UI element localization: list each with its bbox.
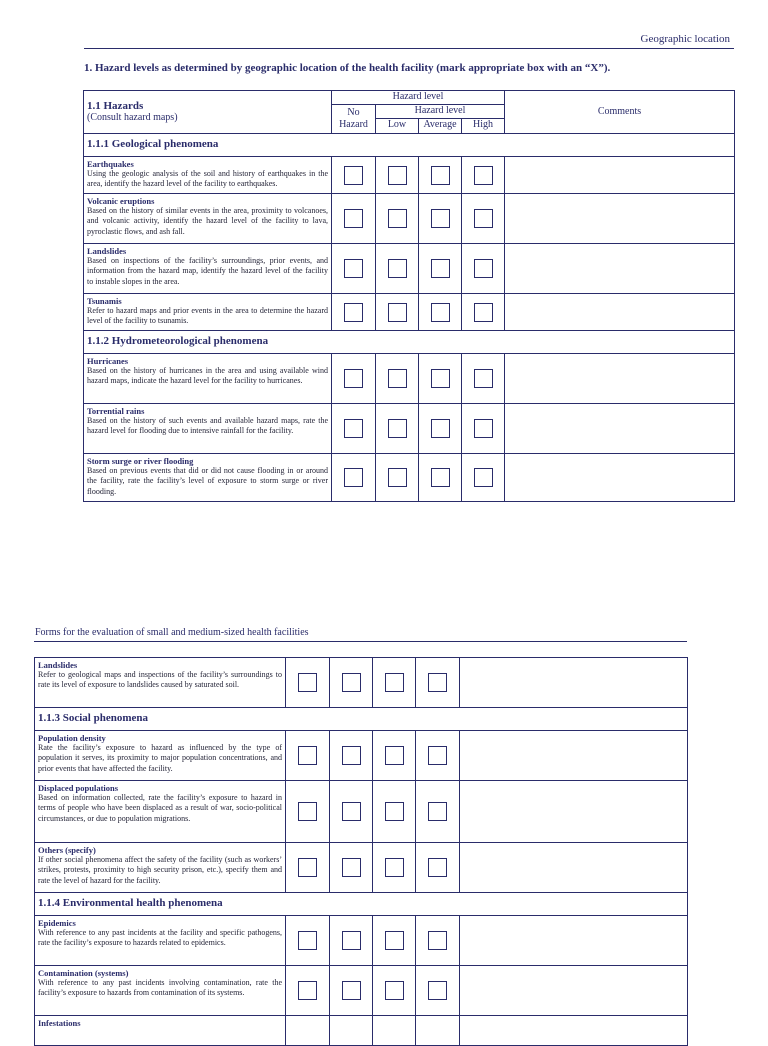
comments-field[interactable] — [505, 194, 735, 244]
low-checkbox[interactable] — [342, 981, 361, 1000]
high-checkbox[interactable] — [428, 858, 447, 877]
average-checkbox[interactable] — [431, 468, 450, 487]
item-title: Population density — [38, 733, 106, 743]
table-row — [35, 1016, 688, 1046]
header-divider — [84, 48, 734, 49]
category-environmental: 1.1.4 Environmental health phenomena — [35, 893, 688, 916]
average-checkbox[interactable] — [385, 673, 404, 692]
high-checkbox[interactable] — [474, 303, 493, 322]
high-checkbox[interactable] — [474, 468, 493, 487]
item-title: Epidemics — [38, 918, 76, 928]
average-checkbox[interactable] — [385, 981, 404, 1000]
average-checkbox[interactable] — [431, 419, 450, 438]
hazards-subtitle: (Consult hazard maps) — [87, 112, 178, 123]
table-row — [35, 966, 688, 1016]
comments-field[interactable] — [460, 1016, 688, 1046]
comments-field[interactable] — [460, 843, 688, 893]
item-title: Hurricanes — [87, 356, 129, 366]
category-geological: 1.1.1 Geological phenomena — [84, 134, 735, 157]
footer-divider — [34, 641, 687, 642]
table-row — [84, 157, 735, 194]
no-hazard-checkbox[interactable] — [344, 259, 363, 278]
table-row — [84, 294, 735, 331]
table-row — [35, 781, 688, 843]
high-checkbox[interactable] — [428, 931, 447, 950]
no-hazard-checkbox[interactable] — [344, 369, 363, 388]
comments-field[interactable] — [460, 916, 688, 966]
item-description: With reference to any past incidents at the facility and specific pathogens, rate the facility’s exposure to hazards related to epidemics. — [38, 928, 282, 948]
low-checkbox[interactable] — [388, 259, 407, 278]
hazards-header-cell — [84, 91, 332, 134]
no-hazard-checkbox[interactable] — [344, 166, 363, 185]
table-row — [84, 194, 735, 244]
low-checkbox[interactable] — [342, 746, 361, 765]
comments-field[interactable] — [460, 966, 688, 1016]
high-checkbox[interactable] — [474, 419, 493, 438]
table-row — [35, 916, 688, 966]
item-description: Based on the history of similar events in the area, proximity to volcanoes, and volcanic activity, identify the hazard level of the facility to lava, pyroclastic flows, and ash fall. — [87, 206, 328, 236]
item-title: Earthquakes — [87, 159, 134, 169]
item-description: Based on information collected, rate the facility’s exposure to hazard in terms of people who have been displaced as a result of war, socio-political circumstances, or due to population migrations. — [38, 793, 282, 823]
comments-field[interactable] — [505, 244, 735, 294]
item-title: Volcanic eruptions — [87, 196, 155, 206]
no-hazard-checkbox[interactable] — [298, 981, 317, 1000]
table-row — [84, 244, 735, 294]
low-checkbox[interactable] — [342, 802, 361, 821]
running-footer: Forms for the evaluation of small and medium-sized health facilities — [35, 627, 309, 638]
item-title: Contamination (systems) — [38, 968, 129, 978]
comments-field[interactable] — [460, 658, 688, 708]
category-social: 1.1.3 Social phenomena — [35, 708, 688, 731]
table-row — [35, 658, 688, 708]
hazard-level-header: Hazard level — [332, 91, 505, 105]
high-checkbox[interactable] — [474, 369, 493, 388]
no-hazard-checkbox[interactable] — [344, 209, 363, 228]
comments-field[interactable] — [505, 354, 735, 404]
section-title: 1. Hazard levels as determined by geographic location of the health facility (mark appropriate box with an “X”). — [84, 62, 611, 74]
no-hazard-checkbox[interactable] — [344, 419, 363, 438]
item-title: Torrential rains — [87, 406, 145, 416]
low-checkbox[interactable] — [388, 303, 407, 322]
hazard-table-page1 — [83, 90, 735, 502]
average-header: Average — [419, 119, 462, 134]
item-title: Storm surge or river flooding — [87, 456, 194, 466]
hazard-table-page2 — [34, 657, 688, 1046]
high-checkbox[interactable] — [428, 746, 447, 765]
comments-field[interactable] — [505, 157, 735, 194]
table-row — [35, 731, 688, 781]
high-checkbox[interactable] — [428, 981, 447, 1000]
comments-field[interactable] — [460, 731, 688, 781]
low-checkbox[interactable] — [388, 166, 407, 185]
high-checkbox[interactable] — [428, 802, 447, 821]
item-description: With reference to any past incidents involving contamination, rate the facility’s exposure to hazards from contamination of its systems. — [38, 978, 282, 998]
average-checkbox[interactable] — [431, 166, 450, 185]
item-description: Refer to geological maps and inspections of the facility’s surroundings to rate its level of exposure to landslides caused by saturated soil. — [38, 670, 282, 690]
comments-header: Comments — [505, 91, 735, 134]
item-title: Others (specify) — [38, 845, 96, 855]
average-checkbox[interactable] — [385, 802, 404, 821]
low-checkbox[interactable] — [388, 369, 407, 388]
no-hazard-checkbox[interactable] — [344, 303, 363, 322]
item-title: Landslides — [38, 660, 78, 670]
no-hazard-line2: Hazard — [339, 119, 368, 130]
item-description: Rate the facility’s exposure to hazard as influenced by the type of population it serves, its proximity to major population concentrations, and prior events that have affected the facility. — [38, 743, 282, 773]
comments-field[interactable] — [460, 781, 688, 843]
low-checkbox[interactable] — [342, 931, 361, 950]
high-header: High — [462, 119, 505, 134]
low-checkbox[interactable] — [388, 419, 407, 438]
low-checkbox[interactable] — [342, 858, 361, 877]
running-header: Geographic location — [640, 33, 730, 45]
table-row — [84, 354, 735, 404]
average-checkbox[interactable] — [431, 209, 450, 228]
no-hazard-checkbox[interactable] — [298, 858, 317, 877]
average-checkbox[interactable] — [431, 303, 450, 322]
average-checkbox[interactable] — [431, 369, 450, 388]
low-header: Low — [376, 119, 419, 134]
no-hazard-checkbox[interactable] — [298, 746, 317, 765]
table-row — [84, 454, 735, 502]
no-hazard-checkbox[interactable] — [298, 931, 317, 950]
average-checkbox[interactable] — [385, 746, 404, 765]
no-hazard-header — [332, 105, 376, 134]
table-row — [35, 843, 688, 893]
high-checkbox[interactable] — [428, 673, 447, 692]
item-title: Landslides — [87, 246, 127, 256]
low-checkbox[interactable] — [342, 673, 361, 692]
comments-field[interactable] — [505, 454, 735, 502]
item-title: Tsunamis — [87, 296, 122, 306]
no-hazard-checkbox[interactable] — [344, 468, 363, 487]
item-description: Refer to hazard maps and prior events in the area to determine the hazard level of the facility to tsunamis. — [87, 306, 328, 326]
item-description: Based on the history of such events and available hazard maps, rate the hazard level for flooding due to intensive rainfall for the facility. — [87, 416, 328, 436]
item-description: Based on the history of hurricanes in the area and using available wind hazard maps, indicate the hazard level for the facility to hurricanes. — [87, 366, 328, 386]
average-checkbox[interactable] — [385, 858, 404, 877]
item-title: Infestations — [38, 1018, 81, 1028]
hazards-title: 1.1 Hazards — [87, 100, 144, 112]
category-hydrometeorological: 1.1.2 Hydrometeorological phenomena — [84, 331, 735, 354]
average-checkbox[interactable] — [385, 931, 404, 950]
comments-field[interactable] — [505, 294, 735, 331]
high-checkbox[interactable] — [474, 209, 493, 228]
item-description: If other social phenomena affect the safety of the facility (such as workers’ strikes, protests, proximity to high security prison, etc.), specify them and rate the level of hazard for the facility. — [38, 855, 282, 885]
item-title: Displaced populations — [38, 783, 119, 793]
item-description: Using the geologic analysis of the soil and history of earthquakes in the area, identify the hazard level of the facility to earthquakes. — [87, 169, 328, 189]
hazard-level-subheader: Hazard level — [376, 105, 505, 119]
high-checkbox[interactable] — [474, 166, 493, 185]
high-checkbox[interactable] — [474, 259, 493, 278]
no-hazard-checkbox[interactable] — [298, 802, 317, 821]
item-description: Based on inspections of the facility’s surroundings, prior events, and information from the hazard map, identify the hazard level of the facility to instable slopes in the area. — [87, 256, 328, 286]
low-checkbox[interactable] — [388, 468, 407, 487]
low-checkbox[interactable] — [388, 209, 407, 228]
average-checkbox[interactable] — [431, 259, 450, 278]
no-hazard-line1: No — [347, 107, 360, 118]
table-row — [84, 404, 735, 454]
no-hazard-checkbox[interactable] — [298, 673, 317, 692]
comments-field[interactable] — [505, 404, 735, 454]
item-description: Based on previous events that did or did not cause flooding in or around the facility, rate the facility’s level of exposure to storm surge or river flooding. — [87, 466, 328, 496]
